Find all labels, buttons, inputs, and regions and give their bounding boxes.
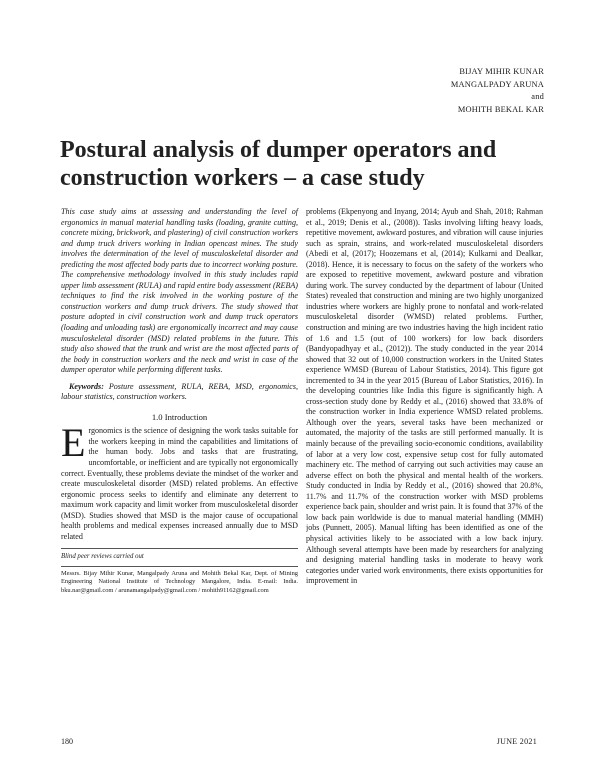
issue-date: JUNE 2021 [496, 737, 537, 746]
abstract: This case study aims at assessing and understanding the level of ergonomics in manual material handling tasks (loading, granite cutting, concrete mixing, brickwork, and plastering) of civil construction workers and dump truck drivers working in Indian opencast mines. The study involves the determination of the level of musculoskeletal disorder and predicting the most affected body parts due to incorrect working posture. The comprehensive methodology involved in this study includes rapid upper limb assessment (RULA) and rapid entire body assessment (REBA) techniques to find the risk involved in the working posture of the construction workers and dump truck drivers. The study showed that posture adopted in civil construction work and dump truck operators (loading and unloading task) are ergonomically incorrect and may cause musculoskeletal disorder (MSD) related problems in the future. This study also showed that the trunk and wrist are the most affected parts of the body in construction workers and the neck and wrist in case of the dumper operator while performing different tasks. [61, 207, 298, 375]
intro-paragraph [61, 420, 298, 542]
keywords-label: Keywords: [69, 381, 104, 391]
author-conjunction: and [531, 92, 544, 102]
drop-cap: E [61, 420, 86, 466]
article-title: Postural analysis of dumper operators and construction workers – a case study [60, 137, 497, 191]
footnote-divider [61, 566, 298, 567]
author-name: BIJAY MIHIR KUNAR [459, 67, 544, 76]
author-block [344, 66, 544, 116]
review-note: Blind peer reviews carried out [61, 553, 144, 561]
keywords [61, 382, 298, 403]
body-text: problems (Ekpenyong and Inyang, 2014; Ayub and Shah, 2018; Rahman et al., 2019; Denis et al., (2008)). Tasks involving lifting heavy loads, repetitive movement, awkward postures, and vibration will cause injuries such as sprain, strains, and work-related musculoskeletal disorders (Abedi et al, (2017); Hoozemans et al, (2014); Kulkarni and Dealkar, (2018). Hence, it is necessary to focus on the safety of the workers who are exposed to repetitive movement, awkward posture and vibration during work. The survey conducted by the department of labour (United States) revealed that construction and mining are two highly unorganized industries where workers are highly prone to nonfatal and work-related musculoskeletal disorder (WMSD) related problems. Further, construction and mining are two industries having the high incident ratio of 1.6 and 1.5 (out of 100 workers) for low back disorders (Bandyopadhyay et al., (2012)). The study conducted in the year 2014 showed that 32 out of 10,000 construction workers in the United States experience WMSD (Bureau of Labour Statistics, 2014). This figure got incremented to 34 in the year 2015 (Bureau of Labor Statistics, 2016). In the developing countries like India this figure is significantly high. A cross-section study done by Reddy et al., (2016) showed that 33.8% of the construction worker in India experience WMSD related problems. Although over the years, several tasks have been mechanized or automated, the majority of the tasks are still performed manually. It is mainly because of the prevailing socio-economic conditions, availability of labor at a very low cost, expensive setup cost for fully automated machinery etc. The method of carrying out such activities may cause an adverse effect on both the physical and mental health of the workers. Study conducted in India by Reddy et al., (2016) showed that 20.8%, 11.7% and 11.7% of the construction worker with MSD problems experience back pain, shoulder and wrist pain. It is found that 37% of the low back pain worldwide is due to manual material handling (MMH) jobs (Punnett, 2005). Manual lifting has been identified as one of the physical activities likely to be associated with a low back injury. Although several attempts have been made by researchers for analyzing and designing material handling tasks in moderate to heavy work categories under varied work environments, there exists opportunities for improvement in [306, 207, 543, 586]
intro-text: rgonomics is the science of designing the work tasks suitable for the workers keeping in mind the capabilities and limitations of the human body. Jobs and tasks that are frustrating, uncomfortable, or inefficient and are typically not ergonomically correct. Eventually, these problems deviate the mindset of the worker and create musculoskeletal disorder (MSD) related problems. An effective ergonomic process seeks to identify and eliminate any deterrent to maximum work capacity and limit worker from musculoskeletal disorder (MSD). Studies showed that MSD is the major cause of occupational health problems and medical expenses increased annually due to MSD related [61, 426, 298, 541]
right-column [306, 207, 543, 735]
page-number: 180 [61, 737, 73, 746]
author-name: MOHITH BEKAL KAR [457, 104, 544, 114]
keywords-text: Posture assessment, RULA, REBA, MSD, ergonomics, labour statistics, construction workers. [61, 381, 298, 402]
author-name: MANGALPADY ARUNA [450, 79, 544, 89]
left-column [61, 207, 298, 595]
section-heading: 1.0 Introduction [151, 411, 208, 422]
affiliation-footnote: Messrs. Bijay Mihir Kunar, Mangalpady Aruna and Mohith Bekal Kar, Dept. of Mining Engineering National Institute of Technology Mangalore, India. E-mail: India. bku.nar@gmail.com / arunamangalpady@gmail.com / mohith91162@gmail.com [61, 569, 298, 594]
footnote-divider [61, 548, 298, 549]
